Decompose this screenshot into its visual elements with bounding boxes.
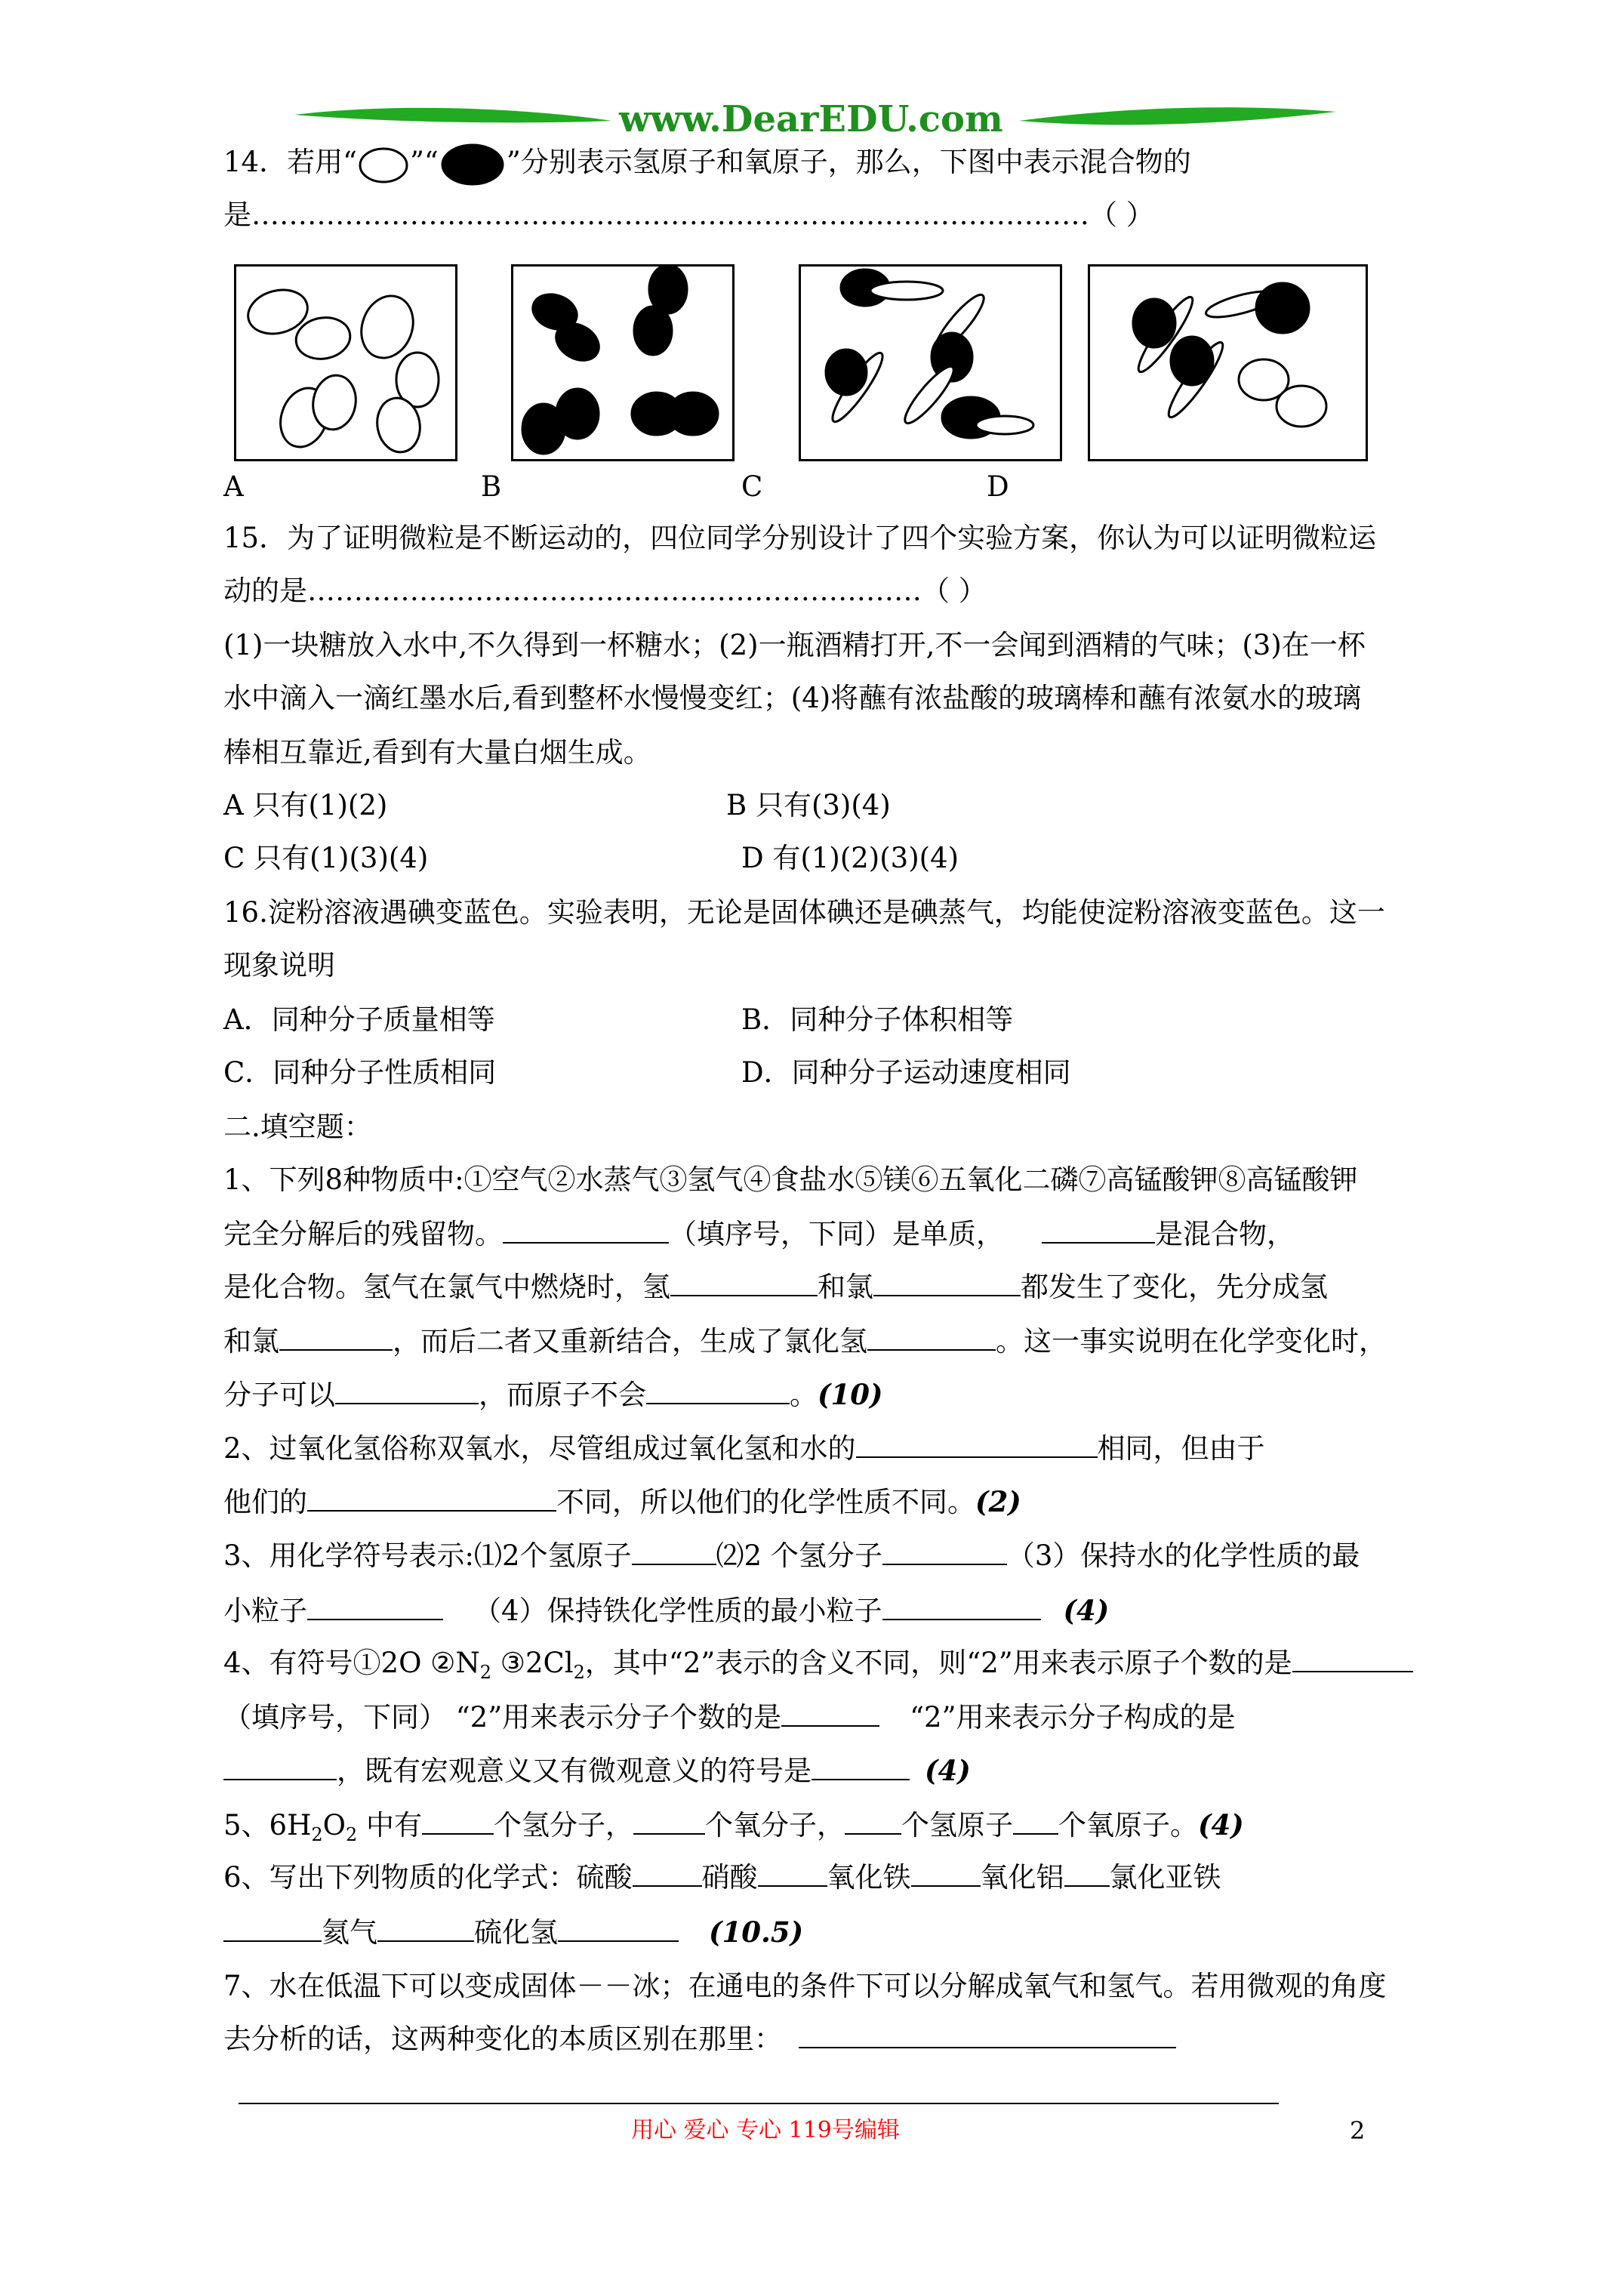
answer-blank[interactable]: [845, 1808, 901, 1835]
q14-line2: 是………………………………………………………………………………（ ）: [223, 199, 1154, 231]
footer-text: 用心 爱心 专心 119号编辑: [631, 2117, 900, 2143]
f1-line3: 是化合物。氢气在氯气中燃烧时，氢 和氯 都发生了变化，先分成氢: [223, 1271, 1328, 1303]
answer-blank[interactable]: [633, 1808, 705, 1835]
f1-line4: 和氯 ，而后二者又重新结合，生成了氯化氢 。这一事实说明在化学变化时，: [223, 1325, 1387, 1358]
answer-blank[interactable]: [799, 2021, 1176, 2048]
score-label: (4): [1063, 1594, 1110, 1627]
f2-line1: 2、过氧化氢俗称双氧水，尽管组成过氧化氢和水的 相同，但由于: [223, 1432, 1265, 1465]
answer-blank[interactable]: [1292, 1645, 1413, 1672]
q15-line1: 15．为了证明微粒是不断运动的，四位同学分别设计了四个实验方案，你认为可以证明微粒运: [223, 522, 1377, 554]
f4-line2: （填序号，下同） “2”用来表示分子个数的是 “2”用来表示分子构成的是: [223, 1701, 1236, 1734]
page-number: 2: [1350, 2116, 1366, 2145]
oxygen-atom-icon: [439, 149, 507, 180]
answer-blank[interactable]: [279, 1324, 393, 1351]
hydrogen-atom-icon: [357, 149, 410, 180]
q16-option-a: A．同种分子质量相等: [223, 1003, 495, 1036]
answer-blank[interactable]: [632, 1538, 716, 1565]
q16-option-c: C．同种分子性质相同: [223, 1056, 497, 1089]
q16-option-b: B．同种分子体积相等: [741, 1003, 1014, 1036]
f6-line2: 氦气 硫化氢 (10.5): [223, 1913, 803, 1952]
diagram-box-b: [511, 264, 735, 461]
diagram-label-a: A: [223, 470, 244, 503]
section-heading: 二.填空题：: [223, 1111, 372, 1143]
f1-line5: 分子可以 ，而原子不会 。(10): [223, 1378, 883, 1411]
f5-line: 5、$6H_2O_2$ 中有 个氢分子， 个氧分子， 个氢原子 个氧原子。(4): [223, 1808, 1244, 1845]
f3-line1: 3、用化学符号表示:⑴2个氢原子 ⑵2 个氢分子 （3）保持水的化学性质的最: [223, 1539, 1360, 1572]
answer-blank[interactable]: [335, 1377, 479, 1404]
f1-line1: 1、下列8种物质中:①空气②水蒸气③氢气④食盐水⑤镁⑥五氧化二磷⑦高锰酸钾⑧高锰酸钾: [223, 1163, 1358, 1196]
diagram-label-b: B: [481, 470, 502, 503]
answer-blank[interactable]: [633, 1860, 702, 1887]
q15-line2: 动的是…………………………………………………………（ ）: [223, 575, 987, 607]
answer-blank[interactable]: [882, 1538, 1007, 1565]
q16-line1: 16.淀粉溶液遇碘变蓝色。实验表明，无论是固体碘还是碘蒸气，均能使淀粉溶液变蓝色。这一: [223, 896, 1385, 929]
answer-blank[interactable]: [1042, 1216, 1155, 1244]
answer-blank[interactable]: [812, 1753, 910, 1780]
logo-text: www.DearEDU.com: [619, 98, 1003, 140]
answer-blank[interactable]: [882, 1593, 1041, 1620]
q15-option-b: B 只有(3)(4): [726, 789, 891, 821]
answer-blank[interactable]: [422, 1808, 494, 1835]
answer-blank[interactable]: [758, 1860, 827, 1887]
f3-line2: 小粒子 （4）保持铁化学性质的最小粒子 (4): [223, 1594, 1110, 1627]
f6-line1: 6、写出下列物质的化学式：硫酸 硝酸 氧化铁 氧化铝 氯化亚铁: [223, 1861, 1221, 1894]
f7-line1: 7、水在低温下可以变成固体－－冰；在通电的条件下可以分解成氧气和氢气。若用微观的角度: [223, 1970, 1387, 2002]
q15-option-a: A 只有(1)(2): [223, 789, 388, 821]
answer-blank[interactable]: [377, 1915, 474, 1942]
answer-blank[interactable]: [781, 1700, 879, 1727]
footer-divider: [239, 2103, 1279, 2104]
score-label: (4): [925, 1754, 971, 1787]
answer-blank[interactable]: [856, 1431, 1098, 1458]
f1-line2: 完全分解后的残留物。 （填序号，下同）是单质， 是混合物，: [223, 1218, 1295, 1250]
answer-blank[interactable]: [558, 1915, 679, 1942]
answer-blank[interactable]: [307, 1484, 556, 1512]
q15-line4: 水中滴入一滴红墨水后,看到整杯水慢慢变红；(4)将蘸有浓盐酸的玻璃棒和蘸有浓氨水的玻璃: [223, 682, 1362, 714]
q15-option-d: D 有(1)(2)(3)(4): [741, 842, 959, 874]
score-label: (4): [1198, 1808, 1244, 1841]
f4-line1: 4、有符号①2O $②N_2$ $③2Cl_2$，其中“2”表示的含义不同，则“2”用来表示原子个数的是: [223, 1644, 1413, 1691]
diagram-label-d: D: [987, 470, 1009, 503]
q14-line1: 14．若用“ ”“ ”分别表示氢原子和氧原子，那么，下图中表示混合物的: [223, 143, 1191, 181]
answer-blank[interactable]: [223, 1915, 322, 1942]
q15-line3: (1)一块糖放入水中,不久得到一杯糖水；(2)一瓶酒精打开,不一会闻到酒精的气味；(3)在一杯: [223, 629, 1366, 661]
answer-blank[interactable]: [307, 1593, 443, 1620]
answer-blank[interactable]: [873, 1269, 1021, 1296]
score-label: (10): [818, 1378, 883, 1411]
diagram-label-c: C: [741, 470, 763, 503]
diagram-box-d: [1088, 264, 1368, 461]
q15-line5: 棒相互靠近,看到有大量白烟生成。: [223, 736, 651, 769]
q16-line2: 现象说明: [223, 949, 335, 982]
answer-blank[interactable]: [867, 1324, 996, 1351]
f7-line2: 去分析的话，这两种变化的本质区别在那里：: [223, 2020, 1176, 2058]
q15-option-c: C 只有(1)(3)(4): [223, 842, 429, 874]
answer-blank[interactable]: [670, 1269, 818, 1296]
answer-blank[interactable]: [646, 1377, 790, 1404]
f4-line3: ，既有宏观意义又有微观意义的符号是 (4): [223, 1752, 971, 1790]
q16-option-d: D．同种分子运动速度相同: [741, 1056, 1071, 1089]
diagram-box-a: [234, 264, 457, 461]
f2-line2: 他们的 不同，所以他们的化学性质不同。(2): [223, 1485, 1021, 1518]
diagram-box-c: [799, 264, 1062, 461]
answer-blank[interactable]: [1013, 1808, 1058, 1835]
answer-blank[interactable]: [503, 1216, 669, 1244]
header-logo: [294, 98, 1336, 143]
answer-blank[interactable]: [1064, 1860, 1110, 1887]
answer-blank[interactable]: [911, 1860, 981, 1887]
answer-blank[interactable]: [223, 1753, 337, 1780]
score-label: (10.5): [709, 1915, 804, 1949]
score-label: (2): [975, 1485, 1021, 1518]
